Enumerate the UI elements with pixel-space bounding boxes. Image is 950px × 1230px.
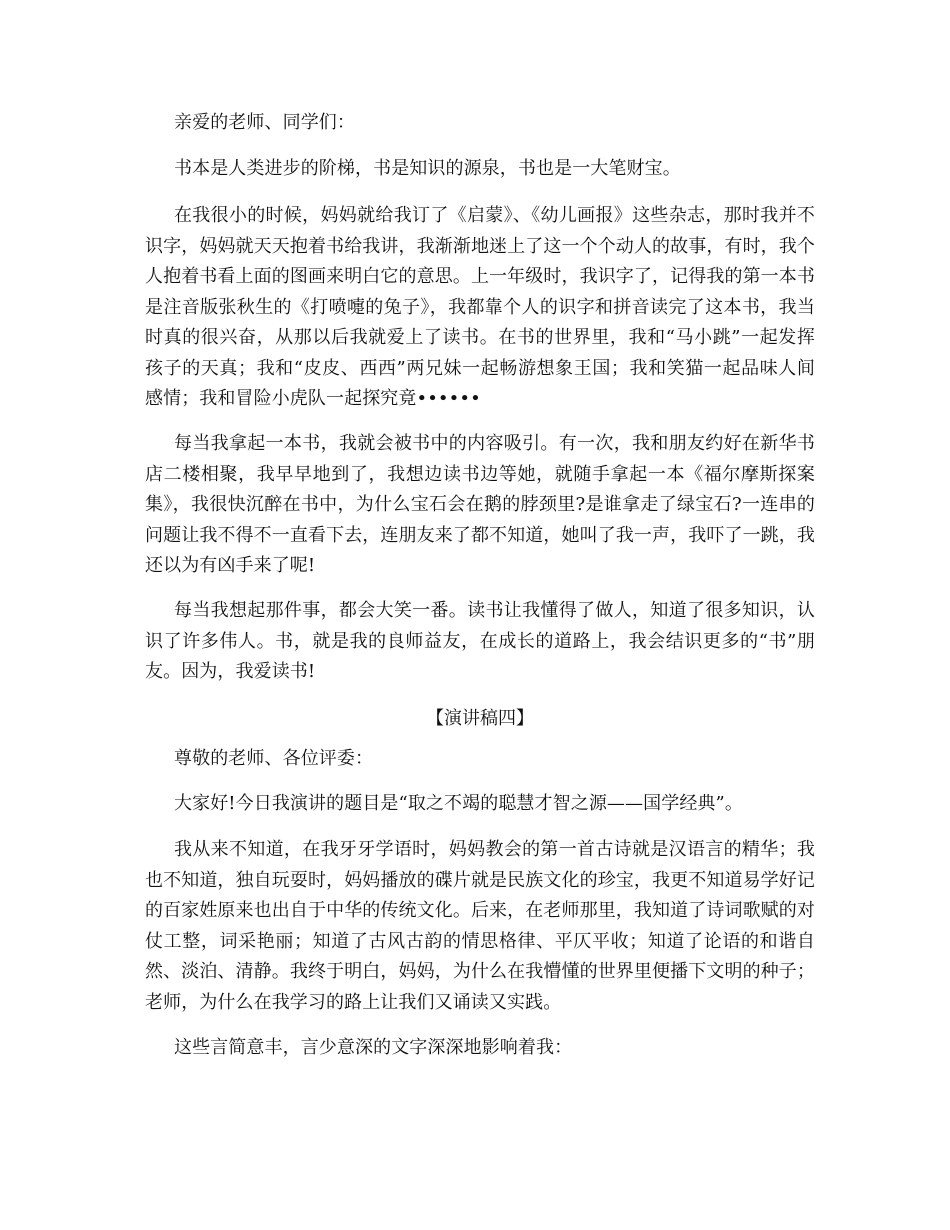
intro-paragraph: 书本是人类进步的阶梯，书是知识的源泉，书也是一大笔财宝。 [174, 158, 681, 179]
closing-line-paragraph: 这些言简意丰，言少意深的文字深深地影响着我： [174, 1037, 573, 1058]
speech-title-paragraph: 大家好!今日我演讲的题目是“取之不竭的聪慧才智之源——国学经典”。 [174, 793, 743, 814]
bookstore-story-paragraph: 每当我拿起一本书，我就会被书中的内容吸引。有一次，我和朋友约好在新华书店二楼相聚，我早早地到了，我想边读书边等她，就随手拿起一本《福尔摩斯探案集》，我很快沉醉在书中，为什么宝石会在鹅的脖颈里?是谁拿走了绿宝石?一连串的问题让我不得不一直看下去，连朋友来了都不知道，她叫了我一声，我吓了一跳，我还以为有凶手来了呢! [145, 433, 815, 576]
classics-influence-paragraph: 我从来不知道，在我牙牙学语时，妈妈教会的第一首古诗就是汉语言的精华；我也不知道，独自玩耍时，妈妈播放的碟片就是民族文化的珍宝，我更不知道易学好记的百家姓原来也出自于中华的传统文化。后来，在老师那里，我知道了诗词歌赋的对仗工整，词采艳丽；知道了古风古韵的情思格律、平仄平收；知道了论语的和谐自然、淡泊、清静。我终于明白，妈妈，为什么在我懵懂的世界里便播下文明的种子；老师，为什么在我学习的路上让我们又诵读又实践。 [145, 839, 815, 1013]
conclusion-paragraph: 每当我想起那件事，都会大笑一番。读书让我懂得了做人，知道了很多知识，认识了许多伟人。书，就是我的良师益友，在成长的道路上，我会结识更多的“书”朋友。因为，我爱读书! [145, 600, 815, 682]
second-salutation-paragraph: 尊敬的老师、各位评委： [174, 748, 374, 769]
section-heading: 【演讲稿四】 [426, 708, 534, 729]
salutation-paragraph: 亲爱的老师、同学们： [174, 112, 355, 133]
childhood-reading-paragraph: 在我很小的时候，妈妈就给我订了《启蒙》、《幼儿画报》这些杂志，那时我并不识字，妈妈就天天抱着书给我讲，我渐渐地迷上了这一个个动人的故事，有时，我个人抱着书看上面的图画来明白它的意思。上一年级时，我识字了，记得我的第一本书是注音版张秋生的《打喷嚏的兔子》，我都靠个人的识字和拼音读完了这本书，我当时真的很兴奋，从那以后我就爱上了读书。在书的世界里，我和“马小跳”一起发挥孩子的天真；我和“皮皮、西西”两兄妹一起畅游想象王国；我和笑猫一起品味人间感情；我和冒险小虎队一起探究竟•••••• [145, 205, 815, 409]
